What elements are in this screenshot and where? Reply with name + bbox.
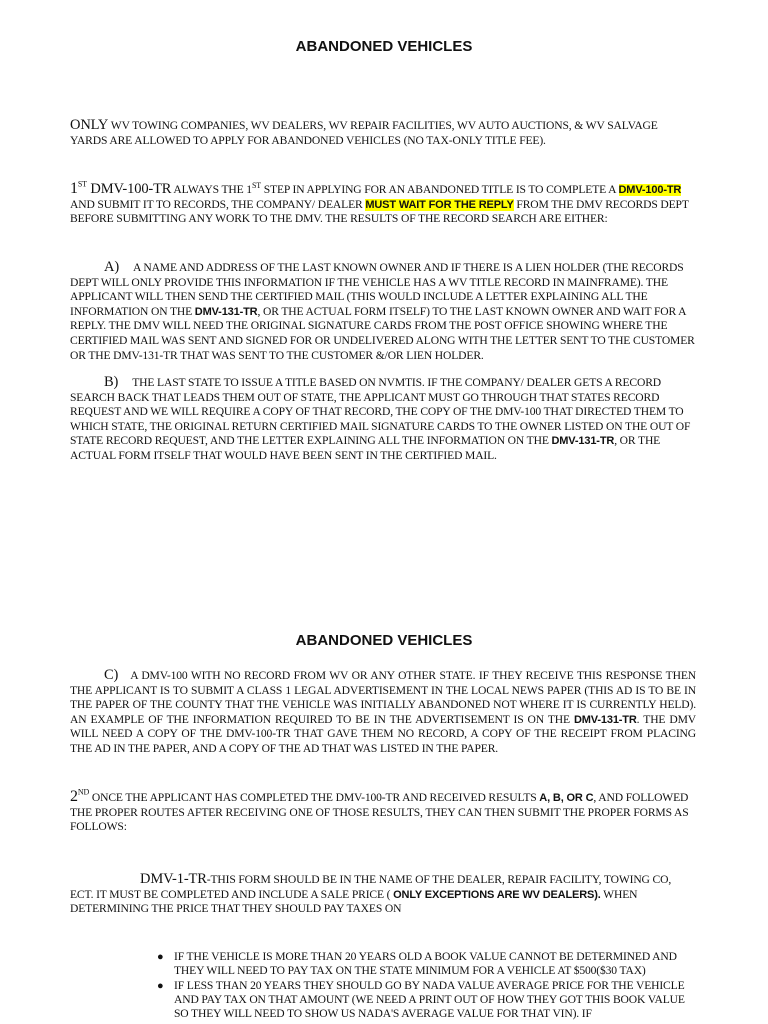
page-title: ABANDONED VEHICLES [295,38,473,55]
result-a-text-1: A NAME AND ADDRESS OF THE LAST KNOWN OWNER AND IF THERE IS A LIEN HOLDER (THE RECORDS DEPT WILL ONLY PROVIDE THIS INFORMATION IF THE VEHICLE HAS A WV TITLE RECORD IN MAINFRAME). THE APPLICANT WILL THEN SEND THE CERTIFIED MAIL (THIS WOULD INCLUDE A LETTER EXPLAINING ALL THE INFORMATION ON THE [70,261,684,318]
step-1-text-3: AND SUBMIT IT TO RECORDS, THE COMPANY/ DEALER [70,197,366,211]
only-text: WV TOWING COMPANIES, WV DEALERS, WV REPAIR FACILITIES, WV AUTO AUCTIONS, & WV SALVAGE YARDS ARE ALLOWED TO APPLY FOR ABANDONED VEHICLES (NO TAX-ONLY TITLE FEE). [70,119,658,147]
list-item [155,950,700,979]
bullet-icon: ● [157,951,164,963]
step-2-number: 2ND [70,787,90,805]
highlight-must-wait: MUST WAIT FOR THE REPLY [365,198,514,211]
step-1-paragraph [70,179,696,227]
result-a-paragraph [70,260,696,363]
highlight-dmv-100-tr: DMV-100-TR [618,184,682,196]
result-c-form: DMV-131-TR [573,713,637,726]
step-1-form: DMV-100-TR [86,181,172,197]
step-1-number: 1ST [70,179,87,197]
result-c-label: C) [104,667,119,683]
result-b-text-1: THE LAST STATE TO ISSUE A TITLE BASED ON NVMTIS. IF THE COMPANY/ DEALER GETS A RECORD SEARCH BACK THAT LEADS THEM OUT OF STATE, THE APPLICANT MUST GO THROUGH THAT STATES RECORD REQUEST AND WE WILL REQUIRE A COPY OF THAT RECORD, THE COPY OF THE DMV-100 THAT DIRECTED THEM TO WHICH STATE, THE ORIGINAL RETURN CERTIFIED MAIL SIGNATURE CARDS TO THE OWNER LISTED ON THE OUT OF STATE RECORD REQUEST, AND THE LETTER EXPLAINING ALL THE INFORMATION ON THE [70,376,691,448]
step-1-text-4: FROM THE DMV RECORDS DEPT BEFORE SUBMITTING ANY WORK TO THE DMV. THE RESULTS OF THE RECORD SEARCH ARE EITHER: [70,197,689,226]
step-1-text-1: ALWAYS THE 1 [171,183,252,196]
result-b-form: DMV-131-TR [551,435,615,448]
result-c-text-1: A DMV-100 WITH NO RECORD FROM WV OR ANY OTHER STATE. IF THEY RECEIVE THIS RESPONSE THEN THE APPLICANT IS TO SUBMIT A CLASS 1 LEGAL ADVERTISEMENT IN THE LOCAL NEWS PAPER (THIS AD IS TO BE IN THE PAPER OF THE COUNTY THAT THE VEHICLE WAS INITIALLY ABANDONED NOT WHERE IT IS CURRENTLY HELD). AN EXAMPLE OF THE INFORMATION REQUIRED TO BE IN THE ADVERTISEMENT IS ON THE [70,669,696,726]
result-b-label: B) [104,374,119,390]
dmv-1-tr-text-2: WHEN DETERMINING THE PRICE THAT THEY SHOULD PAY TAXES ON [70,887,638,916]
only-lead: ONLY [70,117,109,133]
result-a-label: A) [104,259,120,275]
result-c-text-2: . THE DMV WILL NEED A COPY OF THE DMV-100-TR THAT GAVE THEM NO RECORD, A COPY OF THE RECEIPT FROM PLACING THE AD IN THE PAPER, AND A COPY OF THE AD THAT WAS LISTED IN THE PAPER. [70,712,696,755]
result-b-paragraph [70,375,696,464]
eligibility-paragraph [70,118,696,148]
dmv-1-tr-text-1: -THIS FORM SHOULD BE IN THE NAME OF THE DEALER, REPAIR FACILITY, TOWING CO, ECT. IT MUST BE COMPLETED AND INCLUDE A SALE PRICE ( [70,873,672,901]
step-1-text-2: STEP IN APPLYING FOR AN ABANDONED TITLE IS TO COMPLETE A [260,183,619,196]
dmv-1-tr-exception: ONLY EXCEPTIONS ARE WV DEALERS). [393,888,601,901]
step-2-text-1: ONCE THE APPLICANT HAS COMPLETED THE DMV-100-TR AND RECEIVED RESULTS [89,791,540,804]
list-item-text: IF THE VEHICLE IS MORE THAN 20 YEARS OLD A BOOK VALUE CANNOT BE DETERMINED AND THEY WILL NEED TO PAY TAX ON THE STATE MINIMUM FOR A VEHICLE AT $500($30 TAX) [174,950,677,978]
step-2-results: A, B, OR C [539,792,594,804]
step-2-text-2: , AND FOLLOWED THE PROPER ROUTES AFTER RECEIVING ONE OF THOSE RESULTS, THEY CAN THEN SUBMIT THE PROPER FORMS AS FOLLOWS: [70,791,689,834]
tax-rules-list [155,950,700,1021]
result-a-text-2: , OR THE ACTUAL FORM ITSELF) TO THE LAST KNOWN OWNER AND WAIT FOR A REPLY. THE DMV WILL NEED THE ORIGINAL SIGNATURE CARDS FROM THE POST OFFICE SHOWING WHERE THE CERTIFIED MAIL WAS SENT AND SIGNED FOR OR UNDELIVERED ALONG WITH THE LETTER SENT TO THE CUSTOMER OR THE DMV-131-TR THAT WAS SENT TO THE CUSTOMER &/OR LIEN HOLDER. [70,304,695,362]
page-2-title: ABANDONED VEHICLES [295,632,473,649]
dmv-1-tr-paragraph [70,872,696,917]
result-b-text-2: , OR THE ACTUAL FORM ITSELF THAT WOULD HAVE BEEN SENT IN THE CERTIFIED MAIL. [70,434,661,462]
result-c-paragraph [70,668,696,757]
result-a-form: DMV-131-TR [194,305,258,318]
step-2-paragraph [70,787,696,835]
list-item [155,979,700,1022]
list-item-text: IF LESS THAN 20 YEARS THEY SHOULD GO BY NADA VALUE AVERAGE PRICE FOR THE VEHICLE AND PAY TAX ON THAT AMOUNT (WE NEED A PRINT OUT OF HOW THEY GOT THIS BOOK VALUE SO THEY WILL NEED TO SHOW US NADA'S AVERAGE VALUE FOR THAT VIN). IF [174,978,685,1021]
bullet-icon: ● [157,979,164,992]
step-1-text-sup: ST [251,181,261,191]
dmv-1-tr-form: DMV-1-TR [140,871,207,887]
